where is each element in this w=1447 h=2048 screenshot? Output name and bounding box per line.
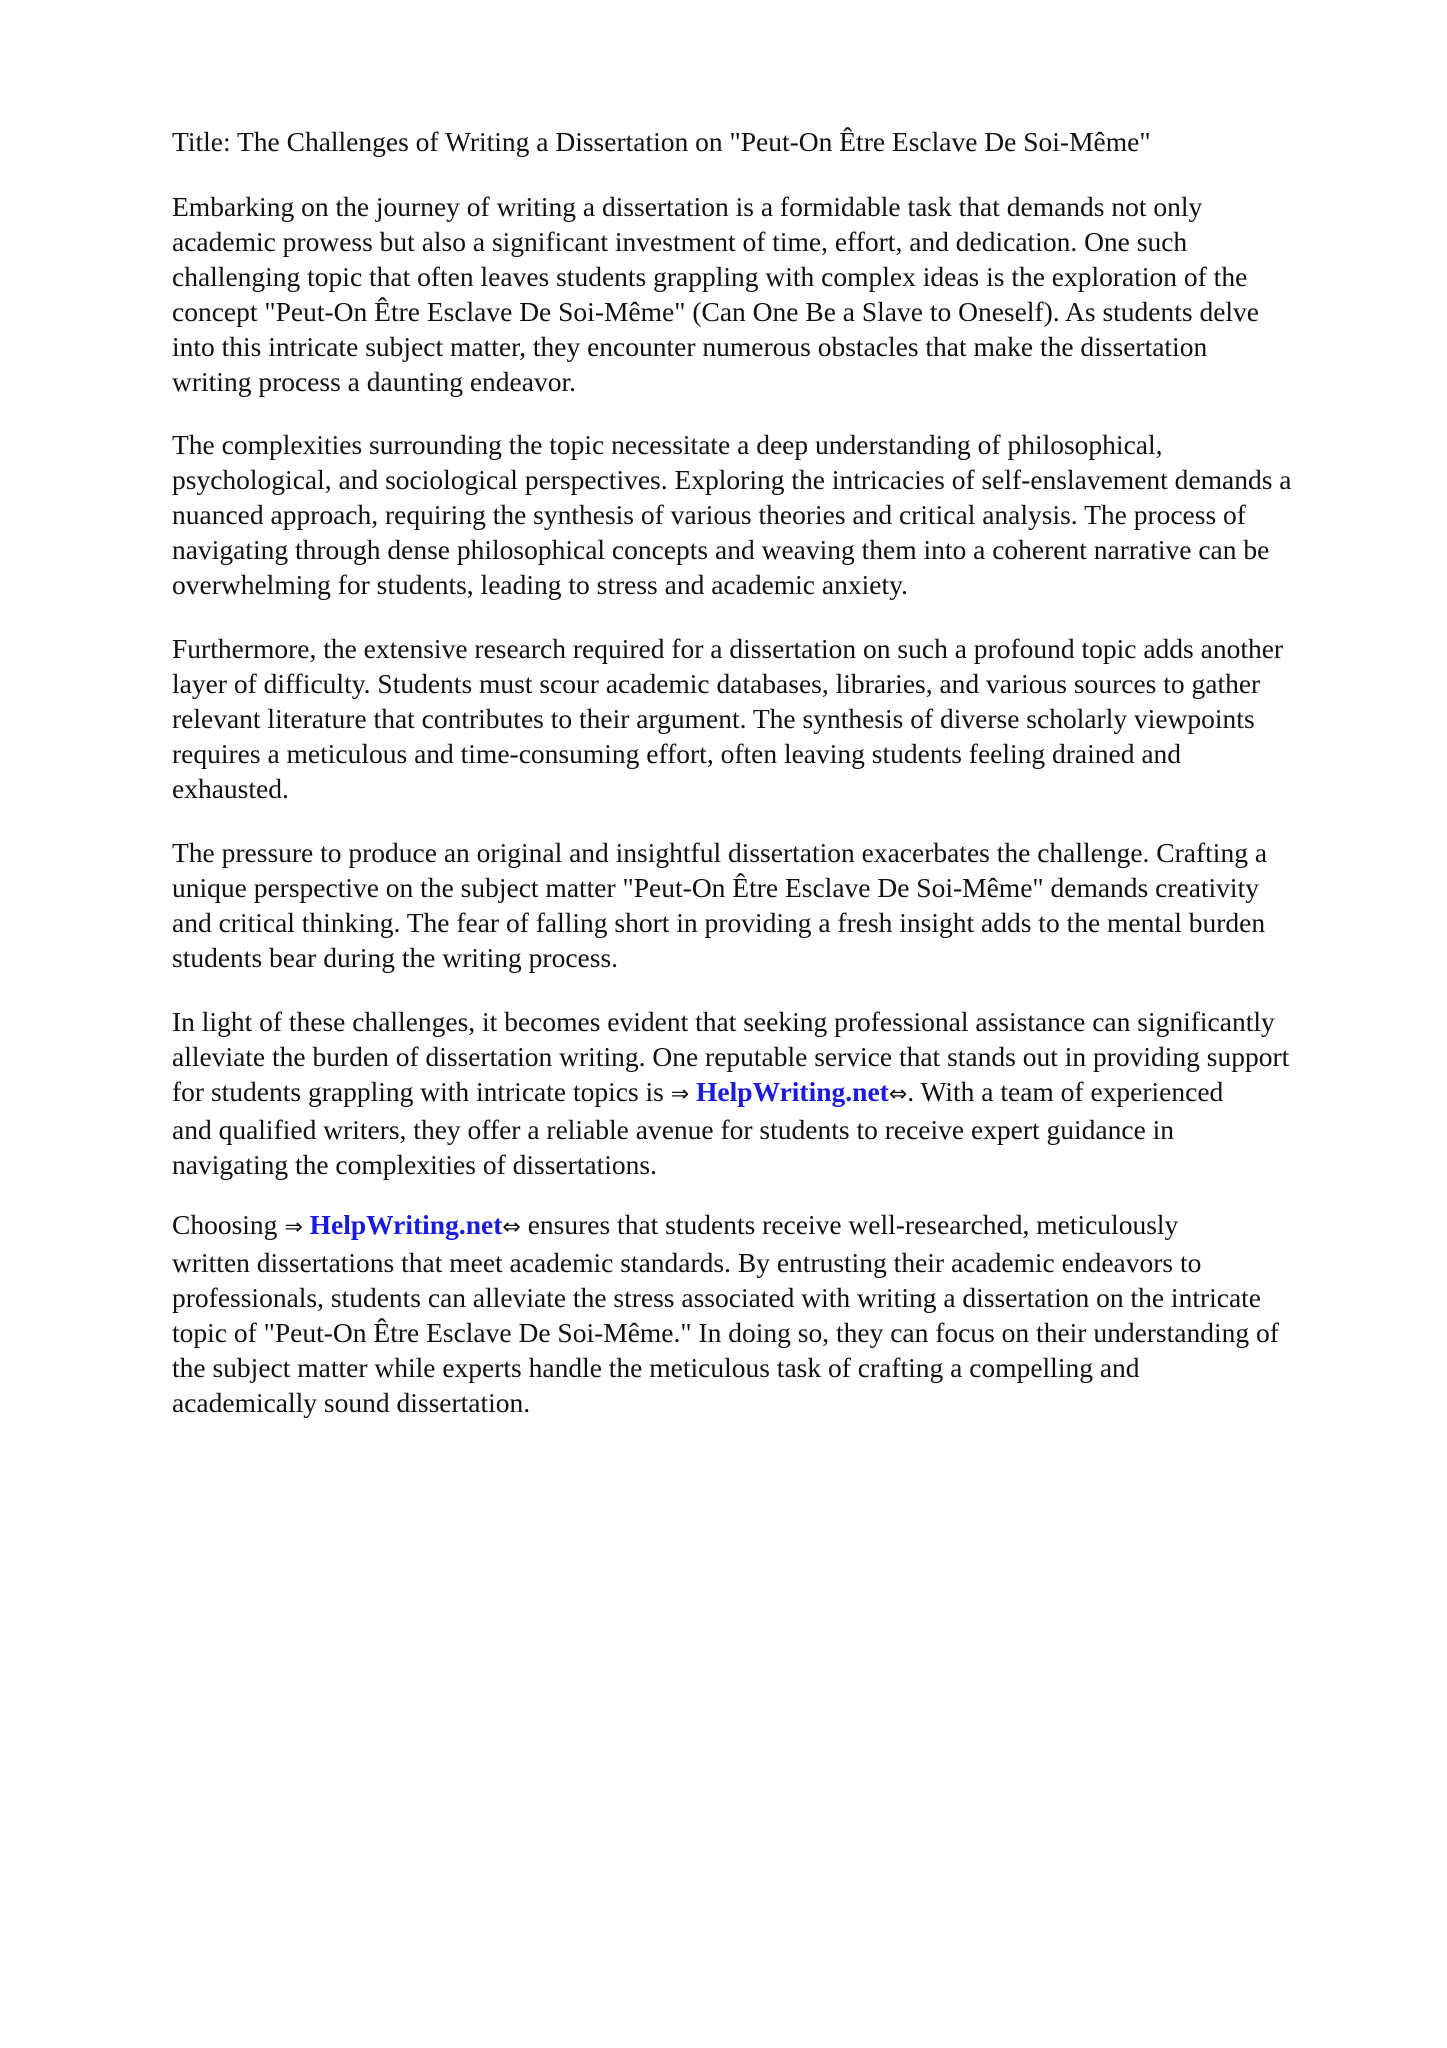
text-line: Furthermore, the extensive research required for a dissertation on such a profound topic adds another bbox=[172, 633, 1284, 664]
text-line: and qualified writers, they offer a reliable avenue for students to receive expert guidance in bbox=[172, 1114, 1175, 1145]
text-line: written dissertations that meet academic standards. By entrusting their academic endeavors to bbox=[172, 1247, 1202, 1278]
text-line: academically sound dissertation. bbox=[172, 1387, 531, 1418]
document-title bbox=[172, 124, 1151, 159]
helpwriting-link[interactable]: HelpWriting.net bbox=[696, 1076, 889, 1107]
text-line: students bear during the writing process. bbox=[172, 942, 619, 973]
text-line: and critical thinking. The fear of falling short in providing a fresh insight adds to the mental burden bbox=[172, 907, 1266, 938]
text-line: into this intricate subject matter, they encounter numerous obstacles that make the dissertation bbox=[172, 331, 1208, 362]
double-right-arrow-icon: ⇒ bbox=[670, 1082, 690, 1107]
text-line: exhausted. bbox=[172, 773, 289, 804]
text-line: the subject matter while experts handle the meticulous task of crafting a compelling and bbox=[172, 1352, 1140, 1383]
paragraph-1 bbox=[172, 189, 1259, 399]
helpwriting-link[interactable]: HelpWriting.net bbox=[309, 1209, 503, 1240]
text-line: Embarking on the journey of writing a dissertation is a formidable task that demands not only bbox=[172, 191, 1203, 222]
paragraph-3 bbox=[172, 631, 1283, 806]
text-line: The pressure to produce an original and insightful dissertation exacerbates the challenge. Crafting a bbox=[172, 837, 1268, 868]
text-line: professionals, students can alleviate the stress associated with writing a dissertation on the intricate bbox=[172, 1282, 1262, 1313]
text-line: alleviate the burden of dissertation writing. One reputable service that stands out in providing support bbox=[172, 1041, 1290, 1072]
text-line: challenging topic that often leaves students grappling with complex ideas is the exploration of the bbox=[172, 261, 1248, 292]
paragraph-6 bbox=[172, 1207, 1279, 1420]
text-line: writing process a daunting endeavor. bbox=[172, 366, 576, 397]
title-text: Title: The Challenges of Writing a Dissertation on "Peut-On Être Esclave De Soi-Même" bbox=[172, 126, 1151, 157]
text-segment: ensures that students receive well-researched, meticulously bbox=[520, 1209, 1179, 1240]
text-line: overwhelming for students, leading to stress and academic anxiety. bbox=[172, 569, 908, 600]
text-line: relevant literature that contributes to their argument. The synthesis of diverse scholarly viewpoints bbox=[172, 703, 1255, 734]
text-line: In light of these challenges, it becomes evident that seeking professional assistance can significantly bbox=[172, 1006, 1275, 1037]
text-line: requires a meticulous and time-consuming effort, often leaving students feeling drained and bbox=[172, 738, 1182, 769]
paragraph-5 bbox=[172, 1004, 1289, 1182]
text-line: academic prowess but also a significant investment of time, effort, and dedication. One such bbox=[172, 226, 1188, 257]
text-line bbox=[172, 1074, 1289, 1112]
text-segment: . With a team of experienced bbox=[907, 1076, 1224, 1107]
double-left-right-arrow-icon: ⇔ bbox=[502, 1215, 521, 1240]
text-segment: for students grappling with intricate topics is bbox=[172, 1076, 671, 1107]
text-segment: Choosing bbox=[172, 1209, 285, 1240]
paragraph-2 bbox=[172, 427, 1292, 602]
text-line bbox=[172, 1207, 1279, 1245]
text-line: layer of difficulty. Students must scour academic databases, libraries, and various sources to gather bbox=[172, 668, 1261, 699]
text-line: The complexities surrounding the topic necessitate a deep understanding of philosophical, bbox=[172, 429, 1163, 460]
text-line: psychological, and sociological perspectives. Exploring the intricacies of self-enslavement demands a bbox=[172, 464, 1292, 495]
text-line: navigating the complexities of dissertations. bbox=[172, 1149, 657, 1180]
text-line: unique perspective on the subject matter "Peut-On Être Esclave De Soi-Même" demands creativity bbox=[172, 872, 1259, 903]
text-line: navigating through dense philosophical concepts and weaving them into a coherent narrative can be bbox=[172, 534, 1270, 565]
text-line: topic of "Peut-On Être Esclave De Soi-Même." In doing so, they can focus on their understanding of bbox=[172, 1317, 1279, 1348]
paragraph-4 bbox=[172, 835, 1267, 975]
text-line: concept "Peut-On Être Esclave De Soi-Même" (Can One Be a Slave to Oneself). As students delve bbox=[172, 296, 1260, 327]
text-line: nuanced approach, requiring the synthesis of various theories and critical analysis. The process of bbox=[172, 499, 1246, 530]
double-right-arrow-icon: ⇒ bbox=[284, 1215, 303, 1240]
double-left-right-arrow-icon: ⇔ bbox=[888, 1082, 908, 1107]
